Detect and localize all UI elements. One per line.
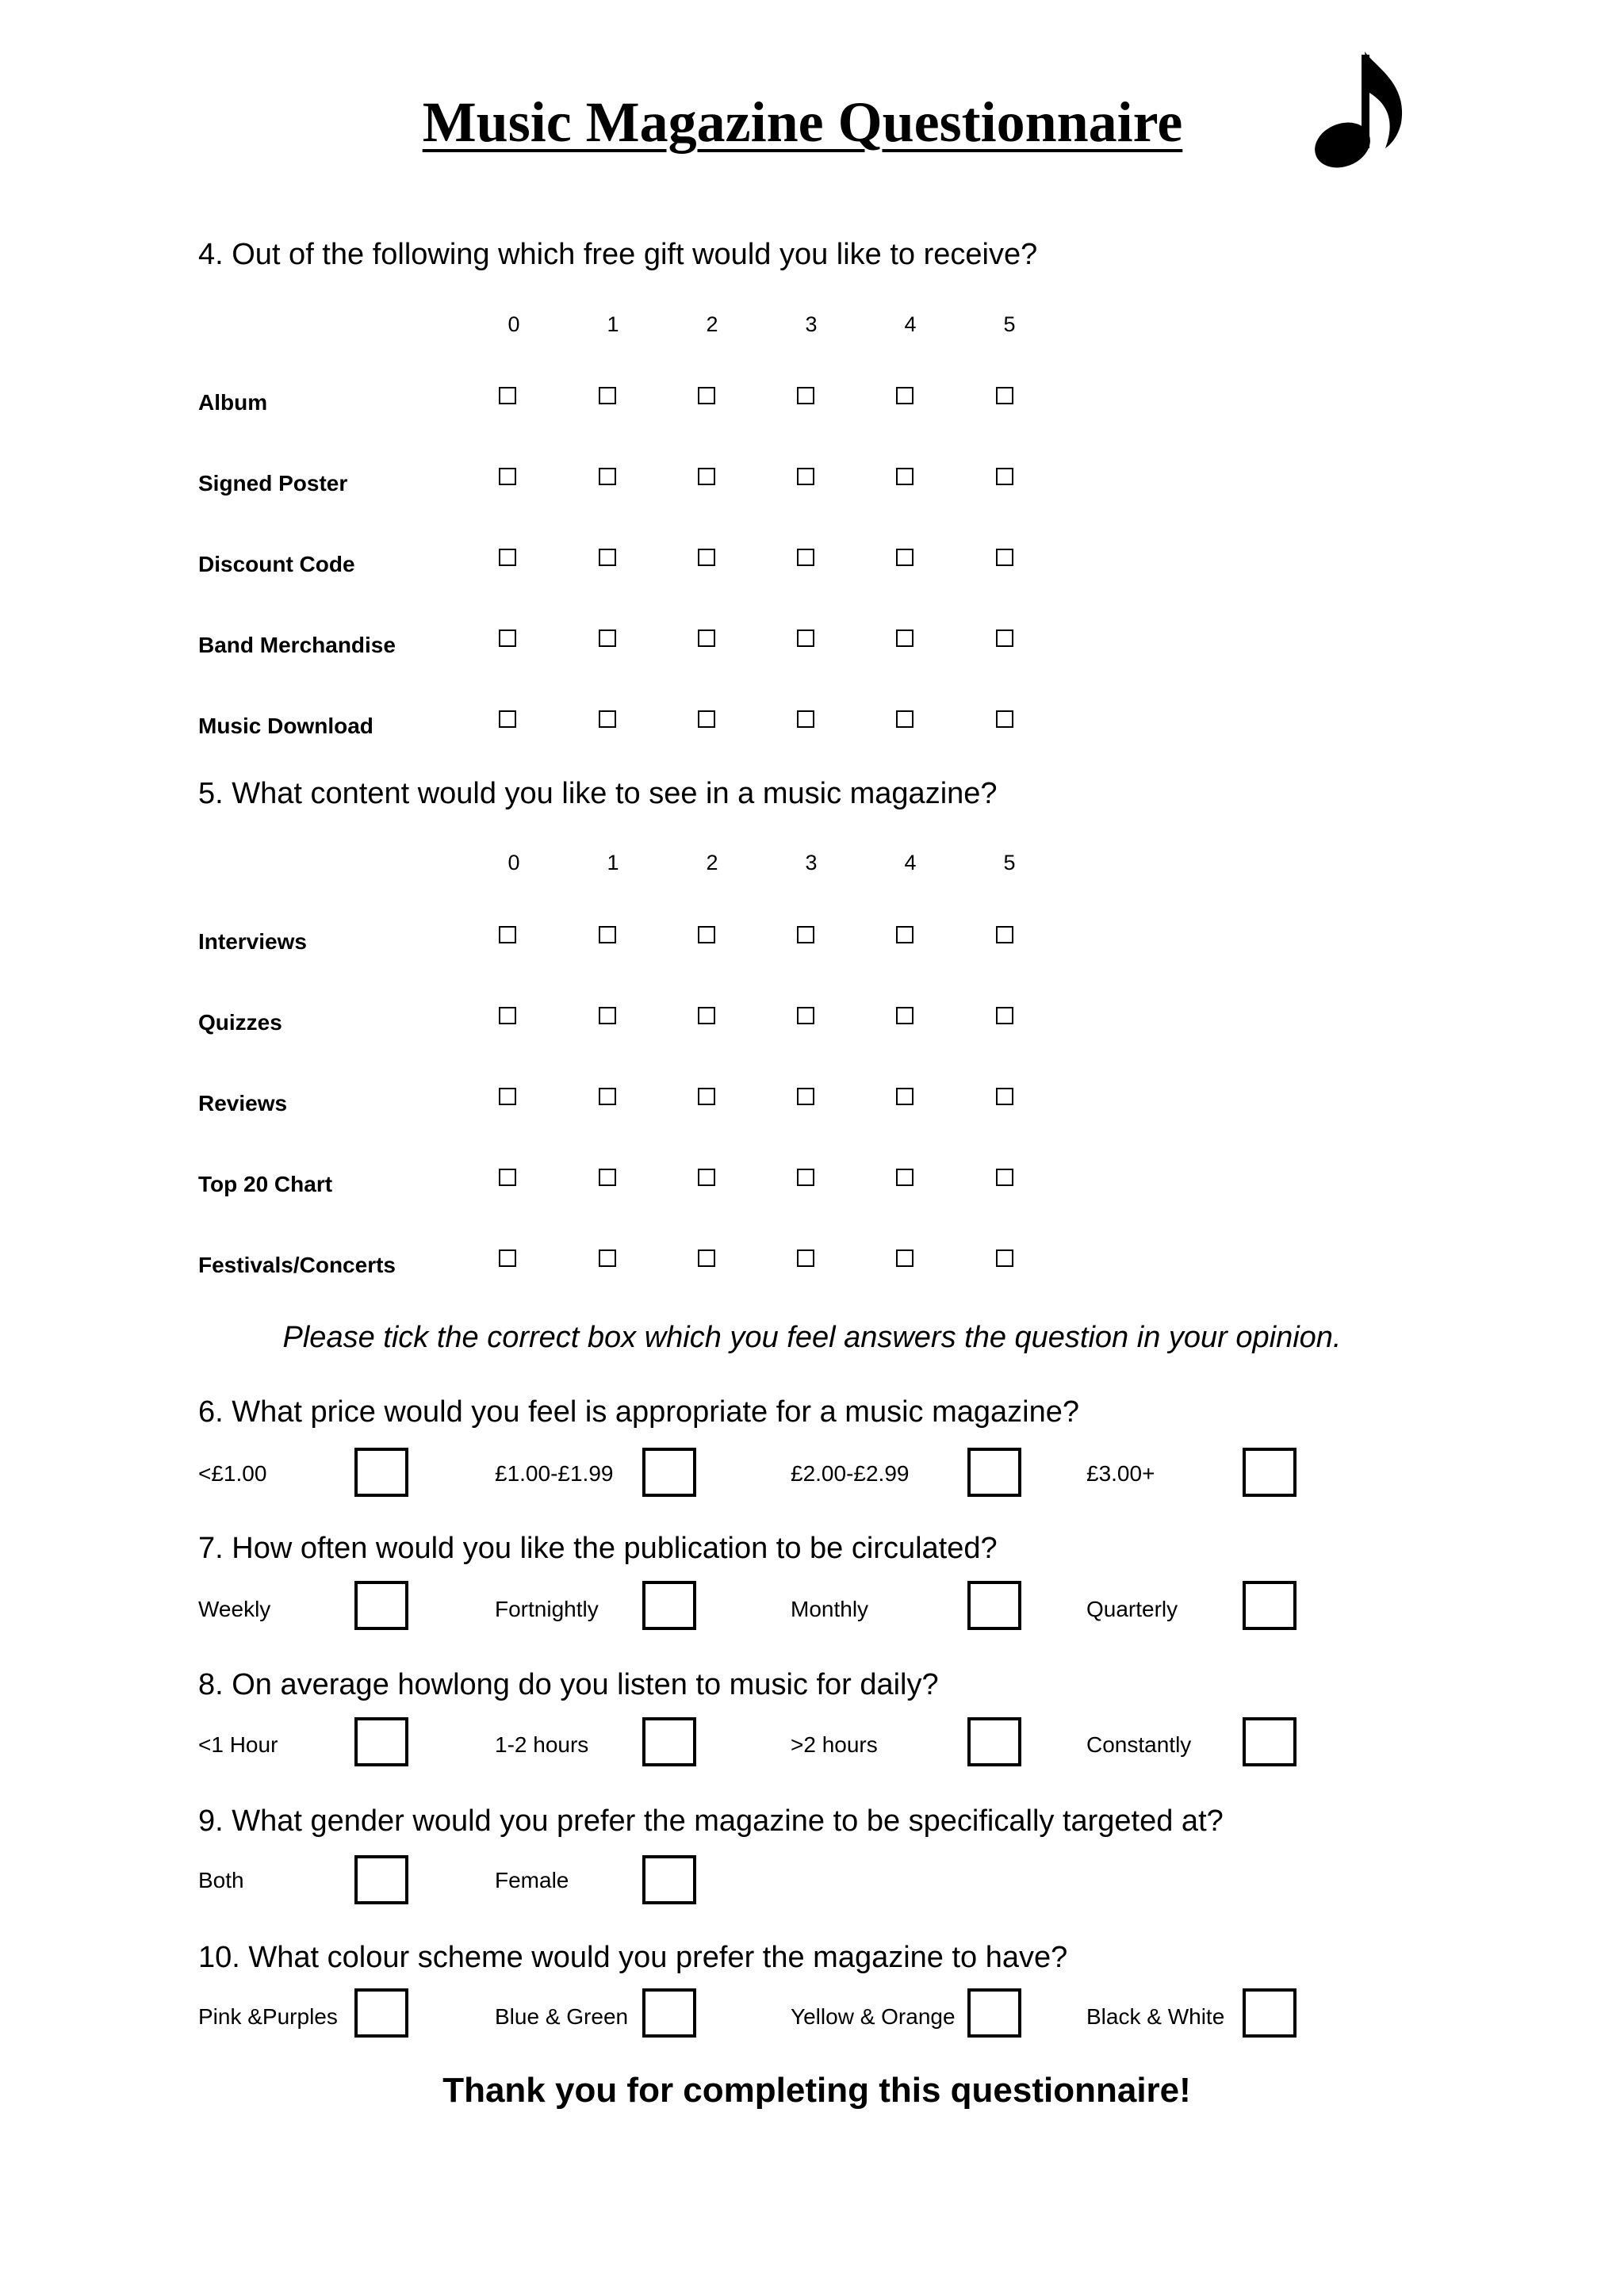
page-title: Music Magazine Questionnaire [422, 90, 1183, 154]
q5-checkbox-1[interactable] [599, 1169, 616, 1186]
q10-option-label: Yellow & Orange [791, 2004, 956, 2029]
q7-option-checkbox[interactable] [354, 1581, 408, 1630]
q9-option-checkbox[interactable] [354, 1855, 408, 1904]
question-4: 4. Out of the following which free gift would you like to receive? [198, 238, 1038, 271]
q6-option-label: <£1.00 [198, 1461, 267, 1486]
question-6: 6. What price would you feel is appropriate for a music magazine? [198, 1395, 1079, 1429]
q5-row-label: Interviews [198, 929, 307, 954]
q5-checkbox-4[interactable] [896, 1169, 914, 1186]
q5-checkbox-0[interactable] [499, 1249, 516, 1267]
q5-checkbox-5[interactable] [996, 1249, 1013, 1267]
q4-row-label: Signed Poster [198, 471, 348, 496]
q4-checkbox-1[interactable] [599, 468, 616, 485]
q5-checkbox-3[interactable] [797, 1007, 814, 1024]
q8-option-label: 1-2 hours [495, 1732, 589, 1757]
thank-you-message: Thank you for completing this questionnaire! [442, 2071, 1191, 2110]
q5-checkbox-1[interactable] [599, 926, 616, 943]
q4-checkbox-5[interactable] [996, 387, 1013, 404]
q5-checkbox-4[interactable] [896, 1249, 914, 1267]
q5-checkbox-0[interactable] [499, 1169, 516, 1186]
q5-checkbox-5[interactable] [996, 926, 1013, 943]
q4-checkbox-4[interactable] [896, 629, 914, 647]
q4-checkbox-3[interactable] [797, 468, 814, 485]
q9-option-label: Female [495, 1868, 569, 1892]
q8-option-label: >2 hours [791, 1732, 878, 1757]
q10-option-label: Pink &Purples [198, 2004, 338, 2029]
q6-option-checkbox[interactable] [967, 1448, 1021, 1497]
q5-scale-1: 1 [607, 851, 619, 874]
music-note-icon [1312, 44, 1415, 178]
q4-checkbox-3[interactable] [797, 710, 814, 728]
q8-option-checkbox[interactable] [967, 1717, 1021, 1766]
q5-checkbox-1[interactable] [599, 1007, 616, 1024]
q5-checkbox-4[interactable] [896, 1007, 914, 1024]
q4-checkbox-3[interactable] [797, 549, 814, 566]
q5-checkbox-3[interactable] [797, 926, 814, 943]
q5-scale-0: 0 [508, 851, 520, 874]
question-8: 8. On average howlong do you listen to music for daily? [198, 1668, 939, 1701]
q4-scale-0: 0 [508, 312, 520, 336]
q5-checkbox-3[interactable] [797, 1169, 814, 1186]
q8-option-checkbox[interactable] [642, 1717, 696, 1766]
q7-option-label: Weekly [198, 1597, 271, 1621]
q5-checkbox-5[interactable] [996, 1088, 1013, 1105]
q10-option-checkbox[interactable] [354, 1988, 408, 2038]
q8-option-label: <1 Hour [198, 1732, 278, 1757]
q4-checkbox-1[interactable] [599, 549, 616, 566]
q5-checkbox-2[interactable] [698, 1169, 715, 1186]
q5-scale-3: 3 [805, 851, 818, 874]
q10-option-checkbox[interactable] [967, 1988, 1021, 2038]
question-9: 9. What gender would you prefer the magazine to be specifically targeted at? [198, 1804, 1224, 1838]
q5-checkbox-2[interactable] [698, 926, 715, 943]
q4-checkbox-5[interactable] [996, 468, 1013, 485]
q4-checkbox-2[interactable] [698, 387, 715, 404]
q10-option-checkbox[interactable] [1243, 1988, 1297, 2038]
q6-option-checkbox[interactable] [354, 1448, 408, 1497]
q7-option-label: Quarterly [1086, 1597, 1178, 1621]
q5-checkbox-1[interactable] [599, 1088, 616, 1105]
q5-checkbox-4[interactable] [896, 1088, 914, 1105]
q4-checkbox-1[interactable] [599, 629, 616, 647]
q5-checkbox-3[interactable] [797, 1249, 814, 1267]
q8-option-checkbox[interactable] [1243, 1717, 1297, 1766]
q5-checkbox-5[interactable] [996, 1169, 1013, 1186]
q6-option-label: £1.00-£1.99 [495, 1461, 614, 1486]
q4-checkbox-4[interactable] [896, 468, 914, 485]
q5-scale-5: 5 [1003, 851, 1016, 874]
q5-row-label: Festivals/Concerts [198, 1253, 396, 1277]
q4-checkbox-2[interactable] [698, 629, 715, 647]
q4-scale-3: 3 [805, 312, 818, 336]
q4-row-label: Music Download [198, 714, 373, 738]
q4-checkbox-0[interactable] [499, 710, 516, 728]
q4-checkbox-1[interactable] [599, 710, 616, 728]
q7-option-checkbox[interactable] [642, 1581, 696, 1630]
q7-option-label: Fortnightly [495, 1597, 599, 1621]
q4-row-label: Band Merchandise [198, 633, 396, 657]
q5-row-label: Reviews [198, 1091, 288, 1115]
q4-checkbox-4[interactable] [896, 710, 914, 728]
q4-checkbox-2[interactable] [698, 549, 715, 566]
q4-checkbox-5[interactable] [996, 710, 1013, 728]
q10-option-checkbox[interactable] [642, 1988, 696, 2038]
q6-option-label: £3.00+ [1086, 1461, 1155, 1486]
q4-row-label: Discount Code [198, 552, 355, 576]
q5-checkbox-2[interactable] [698, 1007, 715, 1024]
q5-checkbox-1[interactable] [599, 1249, 616, 1267]
q5-checkbox-2[interactable] [698, 1088, 715, 1105]
q10-option-label: Black & White [1086, 2004, 1225, 2029]
q8-option-checkbox[interactable] [354, 1717, 408, 1766]
q9-option-checkbox[interactable] [642, 1855, 696, 1904]
q4-checkbox-0[interactable] [499, 629, 516, 647]
q6-option-checkbox[interactable] [642, 1448, 696, 1497]
q8-option-label: Constantly [1086, 1732, 1192, 1757]
q4-checkbox-3[interactable] [797, 629, 814, 647]
q4-checkbox-1[interactable] [599, 387, 616, 404]
q6-option-label: £2.00-£2.99 [791, 1461, 910, 1486]
q4-checkbox-0[interactable] [499, 549, 516, 566]
q4-checkbox-2[interactable] [698, 710, 715, 728]
q4-scale-1: 1 [607, 312, 619, 336]
question-7: 7. How often would you like the publication to be circulated? [198, 1532, 998, 1565]
q5-row-label: Quizzes [198, 1010, 282, 1035]
q9-option-label: Both [198, 1868, 244, 1892]
q7-option-checkbox[interactable] [1243, 1581, 1297, 1630]
q4-checkbox-5[interactable] [996, 629, 1013, 647]
question-10: 10. What colour scheme would you prefer the magazine to have? [198, 1941, 1068, 1974]
q4-checkbox-2[interactable] [698, 468, 715, 485]
instruction-text: Please tick the correct box which you feel answers the question in your opinion. [282, 1321, 1342, 1354]
q4-checkbox-3[interactable] [797, 387, 814, 404]
q4-checkbox-4[interactable] [896, 387, 914, 404]
q5-checkbox-0[interactable] [499, 1088, 516, 1105]
q10-option-label: Blue & Green [495, 2004, 629, 2029]
q5-checkbox-4[interactable] [896, 926, 914, 943]
q4-checkbox-0[interactable] [499, 387, 516, 404]
q5-checkbox-5[interactable] [996, 1007, 1013, 1024]
q5-checkbox-2[interactable] [698, 1249, 715, 1267]
q5-scale-2: 2 [706, 851, 718, 874]
q4-scale-5: 5 [1003, 312, 1016, 336]
q7-option-checkbox[interactable] [967, 1581, 1021, 1630]
q5-checkbox-0[interactable] [499, 926, 516, 943]
q4-checkbox-4[interactable] [896, 549, 914, 566]
q5-checkbox-3[interactable] [797, 1088, 814, 1105]
question-5: 5. What content would you like to see in a music magazine? [198, 777, 998, 810]
q5-row-label: Top 20 Chart [198, 1172, 333, 1196]
q4-checkbox-5[interactable] [996, 549, 1013, 566]
q5-scale-4: 4 [904, 851, 917, 874]
q5-checkbox-0[interactable] [499, 1007, 516, 1024]
q4-scale-4: 4 [904, 312, 917, 336]
q7-option-label: Monthly [791, 1597, 869, 1621]
q4-scale-2: 2 [706, 312, 718, 336]
q4-checkbox-0[interactable] [499, 468, 516, 485]
q6-option-checkbox[interactable] [1243, 1448, 1297, 1497]
q4-row-label: Album [198, 390, 268, 415]
